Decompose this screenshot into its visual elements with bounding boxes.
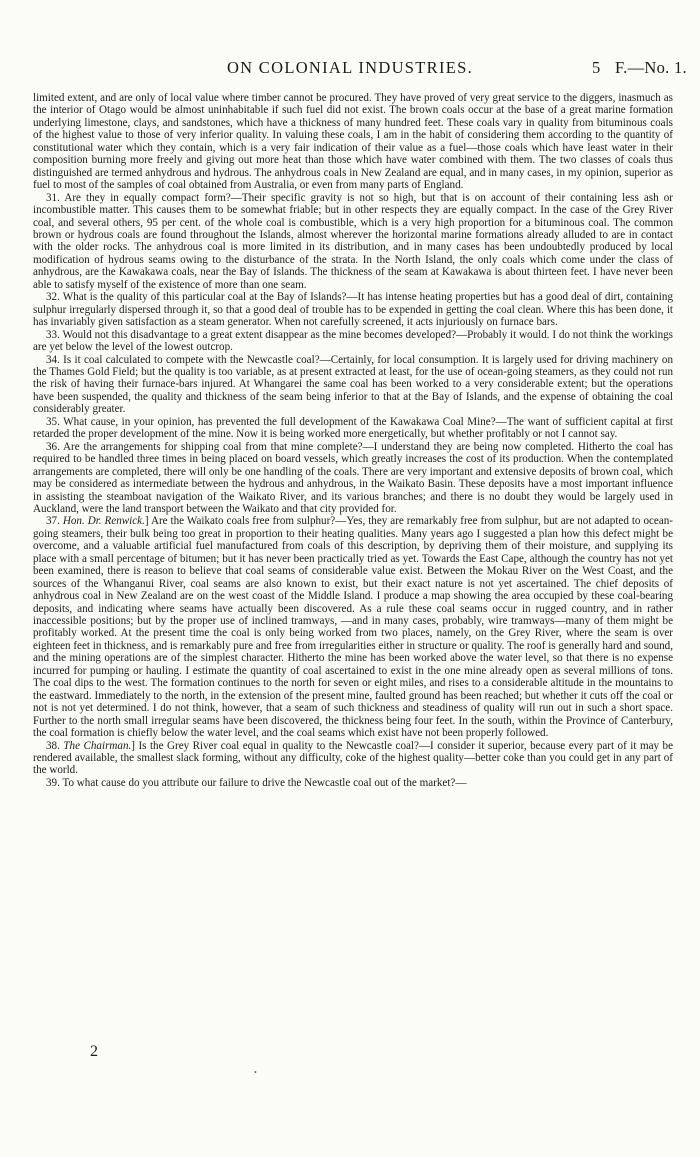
paper-reference: F.—No. 1. xyxy=(615,58,687,77)
paragraph-q37 xyxy=(33,515,673,739)
paragraph-q31: 31. Are they in equally compact form?—Their specific gravity is not so high, but that is on account of their containing less ash or incombustible matter. This causes them to be somewhat friable; but in other respects they are equally compact. In the case of the Grey River coal, and several others, 95 per cent. of the whole coal is combustible, which is a very high proportion for a bituminous coal. The common brown or hydrous coals are found throughout the Islands, almost wherever the horizontal marine formations already alluded to are in contact with the older rocks. The anhydrous coal is more limited in its distribution, and in many cases has been undoubtedly produced by local modification of hydrous seams owing to the disturbance of the strata. In the North Island, the only coals which come under the class of anhydrous, are the Kawakawa coals, near the Bay of Islands. The thickness of the seam at Kawakawa is about thirteen feet. I have never been able to satisfy myself of the existence of more than one seam. xyxy=(33,191,673,291)
page-number: 5 xyxy=(592,58,601,77)
paragraph-body: ] Is the Grey River coal equal in quality to the Newcastle coal?—I consider it superior, because every part of it may be rendered available, the smallest slack forming, without any difficulty, coke of the highest quality—better coke than you could get in any part of the world. xyxy=(33,739,673,777)
printer-signature-mark: 2 xyxy=(90,1043,98,1060)
paragraph-continuation: limited extent, and are only of local value where timber cannot be procured. They have proved of very great service to the diggers, inasmuch as the interior of Otago would be almost uninhabitable if such fuel did not exist. The brown coals occur at the base of a great marine formation underlying limestone, clays, and sandstones, which have a thickness of many hundred feet. These coals vary in quality from bituminous coals of the highest value to those of very inferior quality. In valuing these coals, I am in the habit of considering them according to the quantity of constitutional water which they contain, which is a very fair indication of their value as a fuel—those coals which have least water in their composition burning more freely and giving out more heat than those which have water combined with them. The two classes of coals thus distinguished are termed anhydrous and hydrous. The anhydrous coals in New Zealand are equal, and in many cases, in my opinion, superior as fuel to most of the samples of coal obtained from Australia, or even from many parts of England. xyxy=(33,92,673,192)
question-number: 37. xyxy=(46,515,63,528)
question-number: 38. xyxy=(46,739,64,752)
paragraph-q36: 36. Are the arrangements for shipping coal from that mine complete?—I understand they are being now completed. Hitherto the coal has required to be handled three times in being placed on board vessels, which greatly increases the cost of its production. When the contemplated arrangements are completed, there will only be one handling of the coals. There are very important and extensive deposits of brown coal, which may be considered as intermediate between the hydrous and anhydrous, in the Waikato Basin. These deposits have a most important influence in assisting the steamboat navigation of the Waikato River, and its various branches; and there is no doubt they would be largely used in Auckland, were the land transport between the Waikato and that city provided for. xyxy=(33,440,673,515)
running-header-title: ON COLONIAL INDUSTRIES. xyxy=(226,58,474,77)
paragraph-q38 xyxy=(33,740,673,777)
paragraph-body: ] Are the Waikato coals free from sulphur?—Yes, they are remarkably free from sulphur, but are not adapted to ocean-going steamers, their bulk being too great in proportion to their heating qualities. Many years ago I suggested a plan how this defect might be overcome, and a valuable artificial fuel manufactured from coals of this description, by depriving them of their moisture, and supplying its place with a small percentage of bitumen; but it has never been practically tried as yet. Towards the East Cape, although the country has not yet been examined, there is reason to believe that coal seams of considerable value exist. Between the Mokau River on the West Coast, and the sources of the Whanganui River, coal seams are also known to exist, but their exact nature is not yet ascertained. The chief deposits of anhydrous coal in New Zealand are on the west coast of the Middle Island. I produce a map showing the area occupied by these coal-bearing deposits, and indicating where seams have actually been discovered. As a rule these coal seams occur in rugged country, and in rather inaccessible positions; but by the proper use of inclined tramways, —and in many cases, probably, wire tramways—many of them might be profitably worked. At the present time the coal is only being worked from two places, namely, on the Grey River, where the seam is over eighteen feet in thickness, and is remarkably pure and free from irregularities either in structure or quality. The roof is generally hard and sound, and the mining operations are of the simplest character. Hitherto the mine has been worked above the water level, so that there is no expense incurred for pumping or hauling. I estimate the quantity of coal ascertained to exist in the one mine already open as several millions of tons. The coal dips to the west. The formation continues to the north for seven or eight miles, and rises to a considerable altitude in the mountains to the eastward. Immediately to the north, in the extension of the present mine, faulted ground has been reached; but whether it cuts off the coal or not is not yet determined. I do not think, however, that a seam of such thickness and steadiness of quality will run out in such a short space. Further to the north small irregular seams have been discovered, the thickness being four feet. In the south, within the Province of Canterbury, the coal formation is chiefly below the water level, and the coal seams which exist have not been properly followed. xyxy=(33,515,674,740)
paragraph-q35: 35. What cause, in your opinion, has prevented the full development of the Kawakawa Coal Mine?—The want of sufficient capital at first retarded the proper development of the mine. Now it is being worked more energetically, but whether profitably or not I cannot say. xyxy=(33,415,673,441)
paragraph-q32: 32. What is the quality of this particular coal at the Bay of Islands?—It has intense heating properties but has a good deal of dirt, containing sulphur irregularly dispersed through it, so that a good deal of trouble has to be expended in getting the coal clean. Where this has been done, it has invariably given satisfaction as a steam generator. When not carefully screened, it acts injuriously on furnace bars. xyxy=(33,291,673,329)
speaker-name: The Chairman. xyxy=(63,739,132,752)
speaker-name: Hon. Dr. Renwick. xyxy=(62,515,145,528)
paragraph-q39: 39. To what cause do you attribute our failure to drive the Newcastle coal out of the market?— xyxy=(46,776,467,789)
printer-speck: • xyxy=(254,1068,257,1077)
paragraph-q34: 34. Is it coal calculated to compete with the Newcastle coal?—Certainly, for local consumption. It is largely used for driving machinery on the Thames Gold Field; but the quality is too variable, as at present extracted at least, for the use of ocean-going steamers, as they could not run the risk of having their furnace-bars injured. At Whangarei the same coal has been worked to a very considerable extent; but the operations have been suspended, the quality and thickness of the seam being inferior to that at the Bay of Islands, and the expense of obtaining the coal considerably greater. xyxy=(33,353,673,416)
evidence-text xyxy=(33,92,673,789)
paragraph-q33: 33. Would not this disadvantage to a great extent disappear as the mine becomes developed?—Probably it would. I do not think the workings are yet below the level of the lowest outcrop. xyxy=(33,328,673,354)
